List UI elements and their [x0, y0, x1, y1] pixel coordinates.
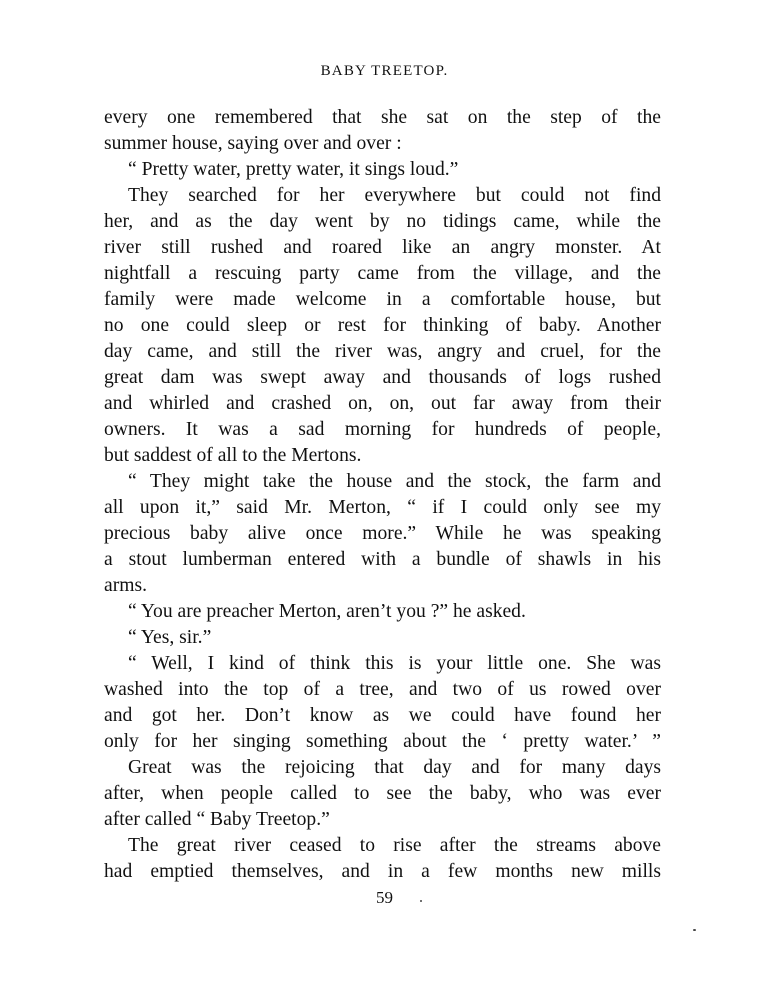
text-line: precious baby alive once more.” While he was speaking — [104, 523, 661, 544]
text-line: washed into the top of a tree, and two of us rowed over — [104, 679, 661, 700]
text-line: a stout lumberman entered with a bundle of shawls in his — [104, 549, 661, 570]
text-line: and whirled and crashed on, on, out far away from their — [104, 393, 661, 414]
text-line: all upon it,” said Mr. Merton, “ if I could only see my — [104, 497, 661, 518]
text-line: “ You are preacher Merton, aren’t you ?” he asked. — [128, 601, 526, 622]
body-text — [104, 105, 661, 885]
ink-speck — [420, 900, 422, 902]
text-line: “ Pretty water, pretty water, it sings loud.” — [128, 159, 459, 180]
text-line: summer house, saying over and over : — [104, 133, 402, 154]
text-line: “ They might take the house and the stock, the farm and — [128, 471, 661, 492]
text-line: and got her. Don’t know as we could have found her — [104, 705, 661, 726]
text-line: day came, and still the river was, angry and cruel, for the — [104, 341, 661, 362]
text-line: only for her singing something about the ‘ pretty water.’ ” — [104, 731, 661, 752]
text-line: her, and as the day went by no tidings came, while the — [104, 211, 661, 232]
text-line: arms. — [104, 575, 147, 596]
text-line: after called “ Baby Treetop.” — [104, 809, 330, 830]
text-line: no one could sleep or rest for thinking of baby. Another — [104, 315, 661, 336]
text-line: “ Well, I kind of think this is your little one. She was — [128, 653, 661, 674]
text-line: nightfall a rescuing party came from the village, and the — [104, 263, 661, 284]
text-line: but saddest of all to the Mertons. — [104, 445, 362, 466]
text-line: They searched for her everywhere but could not find — [128, 185, 661, 206]
ink-speck — [693, 929, 696, 931]
text-line: family were made welcome in a comfortable house, but — [104, 289, 661, 310]
text-line: The great river ceased to rise after the streams above — [128, 835, 661, 856]
text-line: Great was the rejoicing that day and for many days — [128, 757, 661, 778]
text-line: “ Yes, sir.” — [128, 627, 212, 648]
running-head: BABY TREETOP. — [320, 63, 449, 79]
text-line: every one remembered that she sat on the step of the — [104, 107, 661, 128]
text-line: after, when people called to see the baby, who was ever — [104, 783, 661, 804]
text-line: river still rushed and roared like an angry monster. At — [104, 237, 661, 258]
page-number: 59 — [376, 888, 393, 907]
text-line: great dam was swept away and thousands of logs rushed — [104, 367, 661, 388]
text-line: owners. It was a sad morning for hundreds of people, — [104, 419, 661, 440]
text-line: had emptied themselves, and in a few months new mills — [104, 861, 661, 882]
